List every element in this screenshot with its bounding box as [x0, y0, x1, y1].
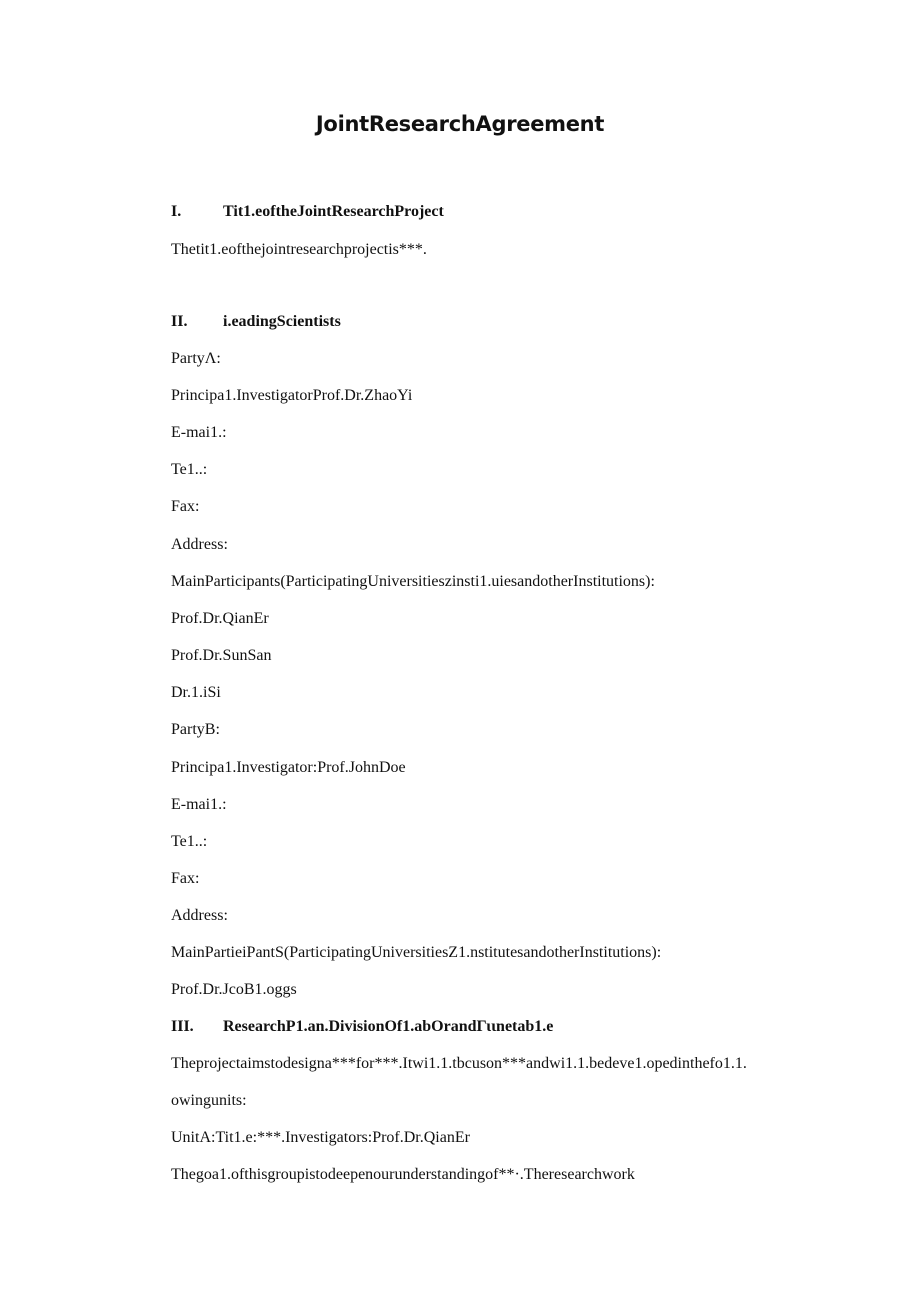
section-heading-text: ResearchP1.an.DivisionOf1.abOrandΓιιnetab1.e: [223, 1018, 554, 1035]
participant-item: Prof.Dr.SunSan: [171, 647, 272, 664]
participant-item: Dr.1.iSi: [171, 684, 221, 701]
party-a-address: Address:: [171, 536, 228, 553]
party-b-principal-investigator: Principa1.Investigator:Prof.JohnDoe: [171, 759, 406, 776]
section-number: I.: [171, 203, 182, 220]
party-a-fax: Fax:: [171, 498, 200, 515]
participant-item: Prof.Dr.JcoB1.oggs: [171, 981, 297, 998]
party-b-tel: Te1..:: [171, 833, 208, 850]
party-b-label: PartyB:: [171, 721, 220, 738]
section-number: III.: [171, 1018, 194, 1035]
paragraph-line: Theprojectaimstodesigna***for***.Itwi1.1.tbcuson***andwi1.1.bedeve1.opedinthefo1.1.: [171, 1055, 747, 1072]
paragraph-line: Thetit1.eofthejointresearchprojectis***.: [171, 241, 427, 258]
party-a-main-participants: MainParticipants(ParticipatingUniversitieszinsti1.uiesandotherInstitutions):: [171, 573, 655, 590]
party-b-email: E-mai1.:: [171, 796, 227, 813]
document-title: JointResearchAgreement: [315, 112, 605, 136]
section-heading-3: [171, 1017, 553, 1037]
section-heading-text: Tit1.eoftheJointResearchProject: [223, 203, 444, 220]
section-number: II.: [171, 313, 188, 330]
party-a-label: PartyΛ:: [171, 350, 221, 367]
party-b-address: Address:: [171, 907, 228, 924]
party-a-tel: Te1..:: [171, 461, 208, 478]
party-b-fax: Fax:: [171, 870, 200, 887]
participant-item: Prof.Dr.QianEr: [171, 610, 269, 627]
section-heading-2: [171, 312, 341, 332]
section-heading-text: i.eadingScientists: [223, 313, 341, 330]
party-a-principal-investigator: Principa1.InvestigatorProf.Dr.ZhaoYi: [171, 387, 413, 404]
party-a-email: E-mai1.:: [171, 424, 227, 441]
paragraph-line: owingunits:: [171, 1092, 247, 1109]
paragraph-line: Thegoa1.ofthisgroupistodeepenourunderstandingof**·.Theresearchwork: [171, 1166, 635, 1183]
unit-a-line: UnitA:Tit1.e:***.Investigators:Prof.Dr.QianEr: [171, 1129, 470, 1146]
party-b-main-participants: MainPartieiPantS(ParticipatingUniversitiesZ1.nstitutesandotherInstitutions):: [171, 944, 662, 961]
section-heading-1: [171, 202, 444, 222]
